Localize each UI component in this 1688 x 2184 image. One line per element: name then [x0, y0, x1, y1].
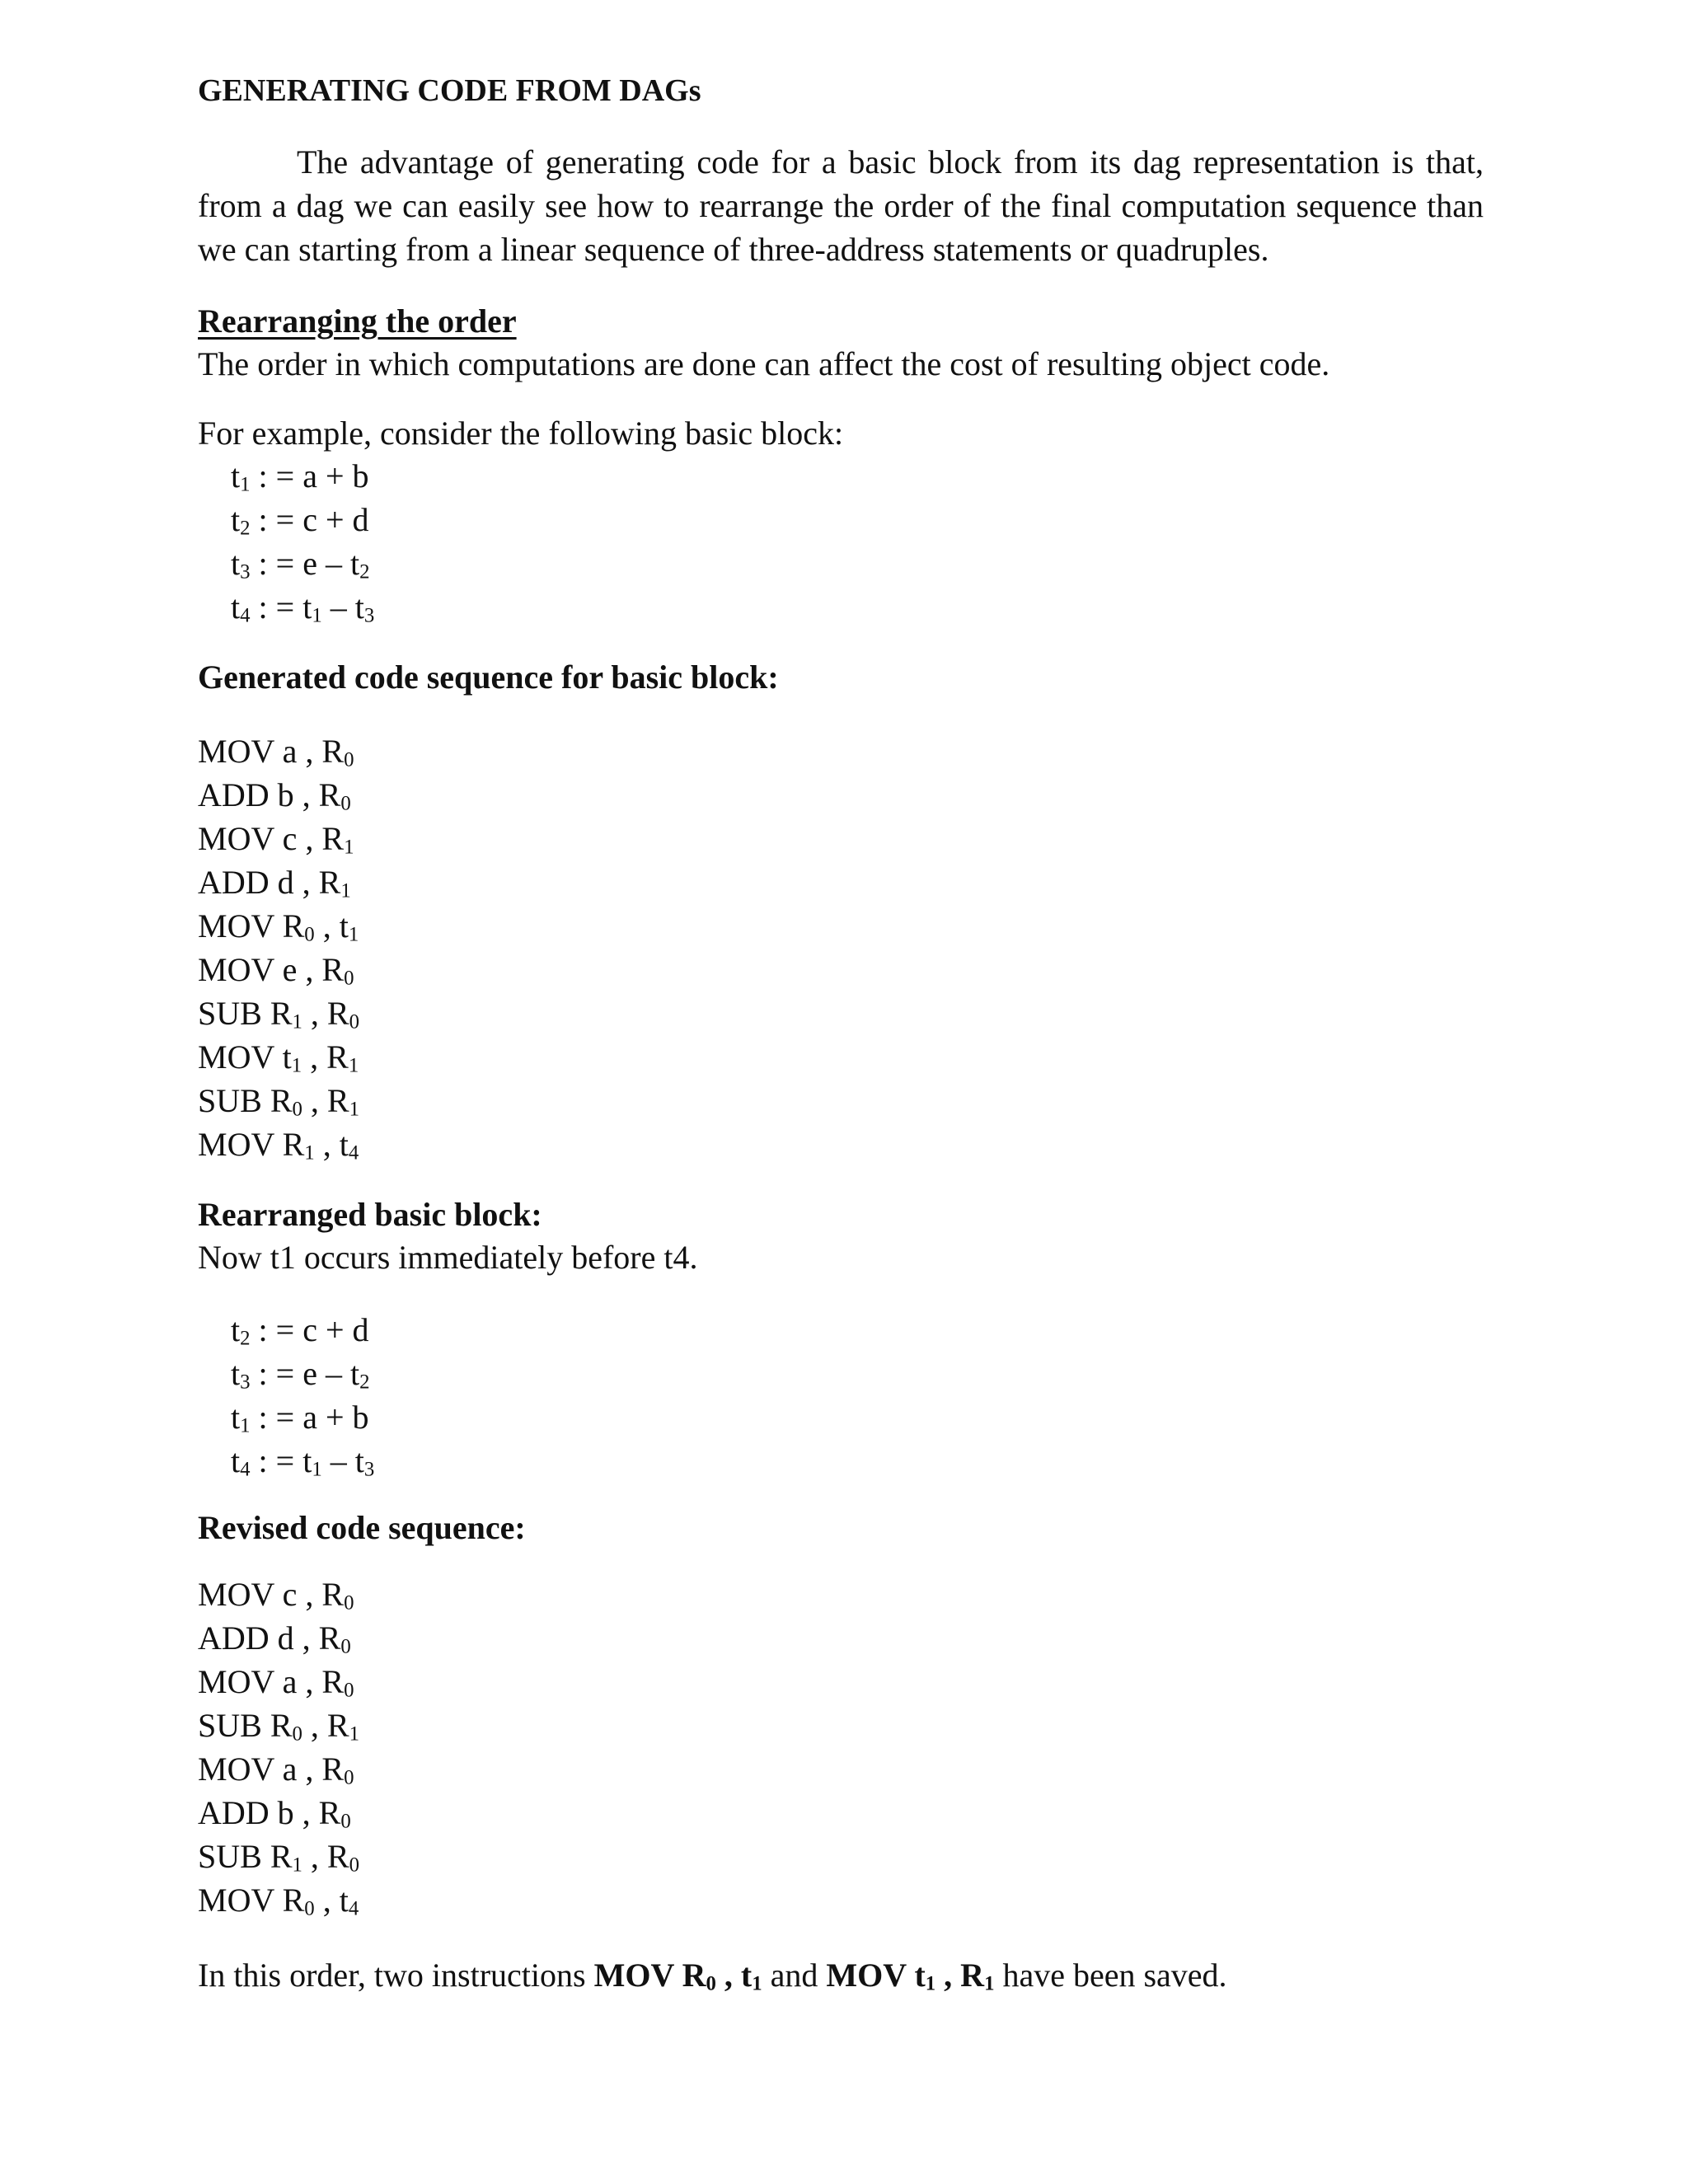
code-line: MOV c , $R_1$ [198, 820, 354, 859]
code-line: SUB $R_1$ , $R_0$ [198, 995, 359, 1033]
rearranged-heading: Rearranged basic block: [198, 1196, 542, 1233]
example-intro: For example, consider the following basic block: [198, 415, 844, 452]
rearranged-line: $t_2$ : = c + d [231, 1311, 369, 1350]
generated-heading: Generated code sequence for basic block: [198, 658, 779, 696]
example-line: $t_4$ : = $t_1 - t_3$ [231, 588, 375, 627]
rearranged-line: $t_1$ : = a + b [231, 1399, 369, 1437]
example-line: $t_1$ : = a + b [231, 457, 369, 496]
revised-heading: Revised code sequence: [198, 1509, 526, 1546]
code-line: MOV a , $R_0$ [198, 1750, 354, 1789]
code-line: SUB $R_0$ , $R_1$ [198, 1707, 359, 1746]
code-line: MOV c , $R_0$ [198, 1576, 354, 1615]
intro-paragraph: The advantage of generating code for a basic block from its dag representation is that, from a dag we can easily see how to rearrange the order of the final computation sequence than we can starting from a linear sequence of three-address statements or quadruples. [198, 143, 1484, 268]
code-line: SUB $R_0$ , $R_1$ [198, 1082, 359, 1121]
rearranging-text: The order in which computations are done can affect the cost of resulting object code. [198, 345, 1330, 382]
code-line: MOV a , $R_0$ [198, 733, 354, 771]
example-line: $t_2$ : = c + d [231, 501, 369, 540]
rearranged-block [231, 1308, 374, 1483]
code-line: MOV e , $R_0$ [198, 951, 354, 990]
code-line: MOV $R_0$ , $t_4$ [198, 1882, 359, 1920]
conclusion-text: In this order, two instructions MOV $R_0$ , $t_1$ and MOV $t_1$ , $R_1$ have been saved. [198, 1957, 1227, 1995]
rearranged-line: $t_3$ : = e – $t_2$ [231, 1355, 370, 1394]
code-line: SUB $R_1$ , $R_0$ [198, 1838, 359, 1877]
rearranged-text: Now t1 occurs immediately before t4. [198, 1239, 698, 1276]
rearranged-line: $t_4$ : = $t_1 - t_3$ [231, 1442, 375, 1481]
code-line: MOV $R_0$ , $t_1$ [198, 907, 359, 946]
generated-code [198, 729, 359, 1166]
code-line: ADD d , $R_1$ [198, 864, 351, 902]
code-line: ADD d , $R_0$ [198, 1619, 351, 1658]
page-title: GENERATING CODE FROM DAGs [198, 73, 701, 108]
code-line: ADD b , $R_0$ [198, 776, 351, 815]
rearranging-heading: Rearranging the order [198, 302, 517, 340]
code-line: MOV $t_1$ , $R_1$ [198, 1038, 359, 1077]
example-line: $t_3$ : = e – $t_2$ [231, 545, 370, 583]
code-line: ADD b , $R_0$ [198, 1794, 351, 1833]
revised-code [198, 1572, 359, 1922]
code-line: MOV $R_1$ , $t_4$ [198, 1126, 359, 1165]
code-line: MOV a , $R_0$ [198, 1663, 354, 1702]
example-block [231, 454, 374, 629]
